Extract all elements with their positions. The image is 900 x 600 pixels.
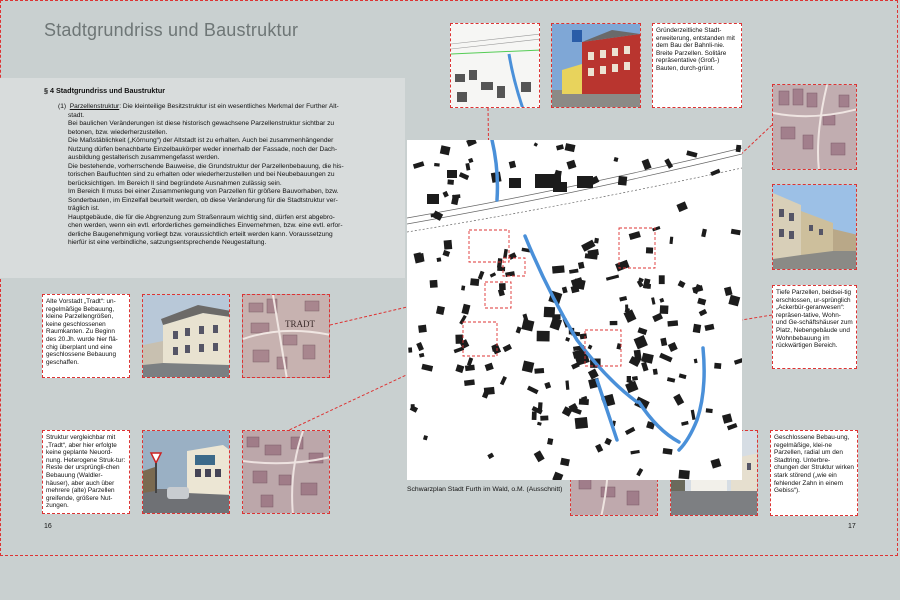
cadastral-map-tradt — [242, 294, 330, 378]
building-footprint — [538, 402, 543, 411]
street-photo-image — [552, 24, 641, 108]
building-footprint — [411, 404, 415, 408]
note-struktur: Struktur vergleichbar mit „Tradt“, aber hier erfolgte keine geplante Neuord-nung. Heterogene Struk-tur: Reste der ursprüngli-chen Bebauung (Waldler-häuser), aber auch über mehrere (alte) Parzellen greifende, größere Nut-zungen. — [42, 430, 130, 514]
building-footprint — [427, 194, 439, 204]
building-footprint — [437, 257, 442, 262]
building-footprint — [552, 265, 565, 273]
building-footprint — [660, 305, 669, 314]
para-line: chen werden, wenn ein evtl. erforderliches gemeindliches Einvernehmen, bzw. eine evtl. erfor- — [68, 222, 343, 229]
building-footprint — [418, 325, 427, 333]
building-footprint — [678, 470, 689, 479]
street-photo-tradt — [142, 294, 230, 378]
street-photo-struktur — [142, 430, 230, 514]
note-tiefe-parzellen: Tiefe Parzellen, beidsei-tig erschlossen, ur-sprünglich „Ackerbür-geranwesen“: repräsen-tative, Wohn- und Ge-schäftshäuser zum Platz, Nebengebäude und Wohnbebauung im rückwärtigen Bereich. — [772, 285, 857, 369]
building-footprint — [532, 412, 537, 421]
figure-ground-map — [407, 140, 742, 480]
para-line: träglich ist. — [68, 205, 100, 212]
building-footprint — [706, 408, 713, 413]
para-line: hierfür ist eine verbindliche, satzungsentsprechende Neugestaltung. — [68, 239, 267, 246]
street-photo-image — [773, 185, 857, 270]
para-line: torischen Baufluchten sind zu erhalten oder wiederherzustellen und bei Neubebauungen zu — [68, 171, 335, 178]
para-line: Die Maßstäblichkeit („Körnung“) der Altstadt ist zu erhalten. Auch bei zusammenhängender — [68, 137, 334, 144]
building-footprint — [575, 417, 588, 429]
para-line: betonen, bzw. wiederherzustellen. — [68, 128, 168, 136]
street-photo-tiefe-parzellen — [772, 184, 857, 270]
building-footprint — [408, 347, 412, 352]
para-line: Bei baulichen Veränderungen ist diese historisch gewachsene Parzellenstruktur sichtbar zu — [68, 120, 335, 127]
building-footprint — [461, 285, 465, 290]
building-footprint — [553, 182, 567, 192]
building-footprint — [594, 238, 599, 244]
street-photo-image — [143, 431, 230, 514]
building-footprint — [644, 283, 651, 288]
figure-ground-plan — [407, 140, 742, 480]
note-geschlossene: Geschlossene Bebau-ung, regelmäßige, klei-ne Parzellen, radial um den Stadtring. Unterbre-chungen der Struktur wirken stark störend („wie ein fehlender Zahn in einem Gebiss“). — [770, 430, 858, 516]
site-plan-image — [451, 24, 540, 108]
street-photo-image — [143, 295, 230, 378]
note-gruenderzeit: Gründerzeitliche Stadt-erweiterung, entstanden mit dem Bau der Bahnli-nie. Breite Parzellen. Solitäre repräsentative (Groß-) Bauten, durch-grünt. — [652, 23, 742, 108]
paragraph-lead: Parzellenstruktur — [69, 103, 120, 110]
page-number-left: 16 — [44, 523, 52, 530]
building-footprint — [580, 333, 588, 339]
building-footprint — [497, 267, 505, 272]
building-footprint — [430, 280, 438, 288]
page-number-right: 17 — [848, 523, 856, 530]
para-line: Hauptgebäude, die für die Abgrenzung zum Straßenraum wichtig sind, dürfen erst abgebro- — [68, 213, 335, 221]
building-footprint — [417, 253, 425, 262]
building-footprint — [540, 415, 548, 420]
cadastral-map-struktur — [242, 430, 330, 514]
building-footprint — [436, 306, 445, 315]
cadastral-map-image — [773, 85, 857, 170]
building-footprint — [667, 320, 678, 326]
building-footprint — [470, 278, 479, 286]
para-line: Im Bereich II muss bei einer Zusammenlegung von Parzellen für größere Bauvorhaben, bzw. — [68, 188, 339, 195]
cadastral-map-tiefe-parzellen — [772, 84, 857, 170]
para-line: Sonderbauten, im Einzelfall beurteilt werden, ob diese Veränderung für die Stadtstruktur ver- — [68, 196, 338, 204]
section-heading: § 4 Stadtgrundriss und Baustruktur — [44, 86, 166, 95]
map-label-tradt: TRADT — [285, 319, 315, 329]
building-footprint — [444, 240, 453, 250]
page-title: Stadtgrundriss und Baustruktur — [44, 20, 299, 40]
cadastral-map-image — [243, 295, 330, 378]
building-footprint — [610, 321, 618, 325]
building-footprint — [579, 399, 589, 406]
building-footprint — [577, 284, 581, 289]
building-footprint — [534, 368, 544, 374]
building-footprint — [499, 283, 506, 290]
para-line: : Die kleinteilige Besitzstruktur ist ein wesentliches Merkmal der Further Alt- — [119, 103, 339, 110]
building-footprint — [509, 178, 521, 188]
site-plan-gruenderzeit — [450, 23, 540, 108]
para-line: Nutzung dürfen benachbarte Einzelbaukörper weder innerhalb der Fassade, noch der Dach- — [68, 145, 338, 153]
map-caption: Schwarzplan Stadt Furth im Wald, o.M. (Ausschnitt) — [407, 486, 563, 493]
building-footprint — [653, 369, 658, 375]
building-footprint — [693, 324, 702, 333]
building-footprint — [618, 176, 627, 186]
building-footprint — [714, 363, 721, 369]
para-line: stadt. — [68, 111, 85, 119]
building-footprint — [577, 176, 593, 188]
para-line: derliche Baugenehmigung vorliegt bzw. voraussichtlich erteilt werden kann. Voraussetzung — [68, 230, 333, 238]
para-line: ausbildung gestalterisch zusammengefasst werden. — [68, 154, 220, 161]
building-footprint — [646, 247, 653, 253]
building-footprint — [434, 163, 440, 167]
para-line: berücksichtigen. Im Bereich II sind begründete Ausnahmen zulässig sein. — [68, 179, 282, 187]
cadastral-map-image — [243, 431, 330, 514]
building-footprint — [447, 170, 457, 178]
building-footprint — [484, 387, 495, 395]
para-line: Die bestehende, vorherrschende Bauweise, die Grundstruktur der Parzellenbebauung, die his- — [68, 162, 344, 170]
building-footprint — [447, 179, 454, 184]
building-footprint — [659, 275, 665, 284]
note-alte-vorstadt: Alte Vorstadt „Tradt“: un-regelmäßige Bebauung, kleine Parzellengrößen, keine geschlossenen Raumkanten. Zu Beginn des 20.Jh. wurde hier flä-chig überplant und eine geschlossene Bebauung geschaffen. — [42, 294, 130, 378]
building-footprint — [537, 331, 550, 342]
building-footprint — [736, 145, 742, 153]
paragraph-number: (1) — [58, 103, 67, 110]
street-photo-gruenderzeit — [551, 23, 641, 108]
